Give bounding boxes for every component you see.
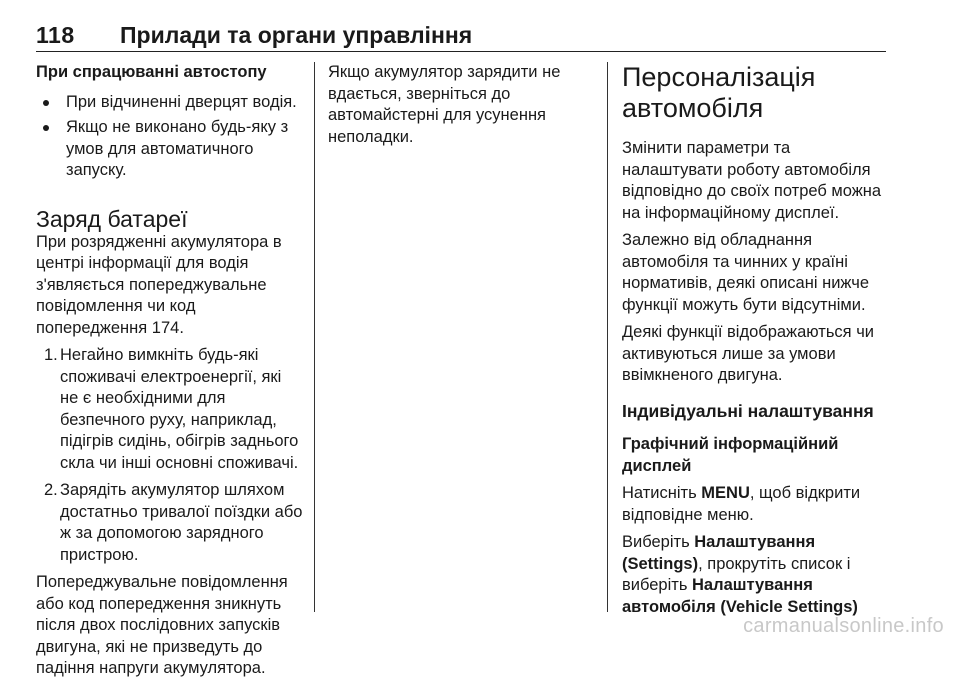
step-text: Зарядіть акумулятор шляхом достатньо тривалої поїздки або ж за допомогою зарядного пристрою. [60,481,303,564]
subheading: Індивідуальні налаштування [622,400,874,421]
watermark: carmanualsonline.info [743,615,944,637]
menu-key-label: MENU [701,484,750,502]
list-item [36,345,304,474]
column-divider-1 [314,62,315,612]
list-item [36,480,304,566]
settings-label: Налаштування (Settings) [622,533,816,573]
page-number: 118 [36,22,75,48]
autostop-bullet-list [36,92,304,182]
battery-intro: При розрядженні акумулятора в центрі інформації для водія з'являється попереджувальне повідомлення чи код попередження 174. [36,232,282,337]
running-title: Прилади та органи управління [120,22,473,48]
intro-paragraph: Змінити параметри та налаштувати роботу автомобіля відповідно до своїх потреб можна на інформаційному дисплеї. [622,139,882,222]
menu-instruction [622,483,892,526]
section-title: Персоналізація автомобіля [622,62,816,123]
bullet-icon [43,125,49,131]
column-1 [36,62,304,680]
engine-paragraph: Деякі функції відображаються чи активуються лише за умови ввімкненого двигуна. [622,323,875,384]
bullet-text: При відчиненні дверцят водія. [66,92,297,111]
settings-instruction [622,532,892,618]
vehicle-settings-label: Налаштування автомобіля (Vehicle Settings) [622,576,858,616]
availability-paragraph: Залежно від обладнання автомобіля та чинних у країні нормативів, деякі описані нижче функції можуть бути відсутніми. [622,231,870,314]
bullet-icon [43,100,49,106]
menu-instruction-prefix: Натисніть [622,484,702,502]
settings-mid: , прокрутіть список і виберіть [622,554,851,594]
battery-outro: Попереджувальне повідомлення або код попередження зникнуть після двох послідовних запусків двигуна, які не призведуть до падіння напруги акумулятора. [36,573,288,677]
page-header [36,22,886,54]
step-text: Негайно вимкніть будь-які споживачі електроенергії, які не є необхідними для безпечного руху, наприклад, підігрів сидінь, обігрів заднього скла чи інші основні споживачі. [60,346,299,472]
battery-help-text: Якщо акумулятор зарядити не вдається, зверніться до автомайстерні для усунення неполадки. [328,63,561,146]
column-divider-2 [607,62,608,612]
bullet-text: Якщо не виконано будь-яку з умов для автоматичного запуску. [66,118,289,179]
step-number: 2. [44,481,58,499]
autostop-heading: При спрацюванні автостопу [36,63,267,81]
column-3 [622,62,892,618]
list-item [36,92,304,114]
list-item [36,117,304,182]
step-number: 1. [44,346,58,364]
menu-instruction-suffix: , щоб відкрити відповідне меню. [622,484,861,524]
column-2 [328,62,594,148]
battery-steps [36,345,304,566]
settings-prefix: Виберіть [622,533,695,551]
display-subheading: Графічний інформаційний дисплей [622,435,839,475]
battery-heading: Заряд батареї [36,205,188,232]
header-divider [36,51,886,52]
